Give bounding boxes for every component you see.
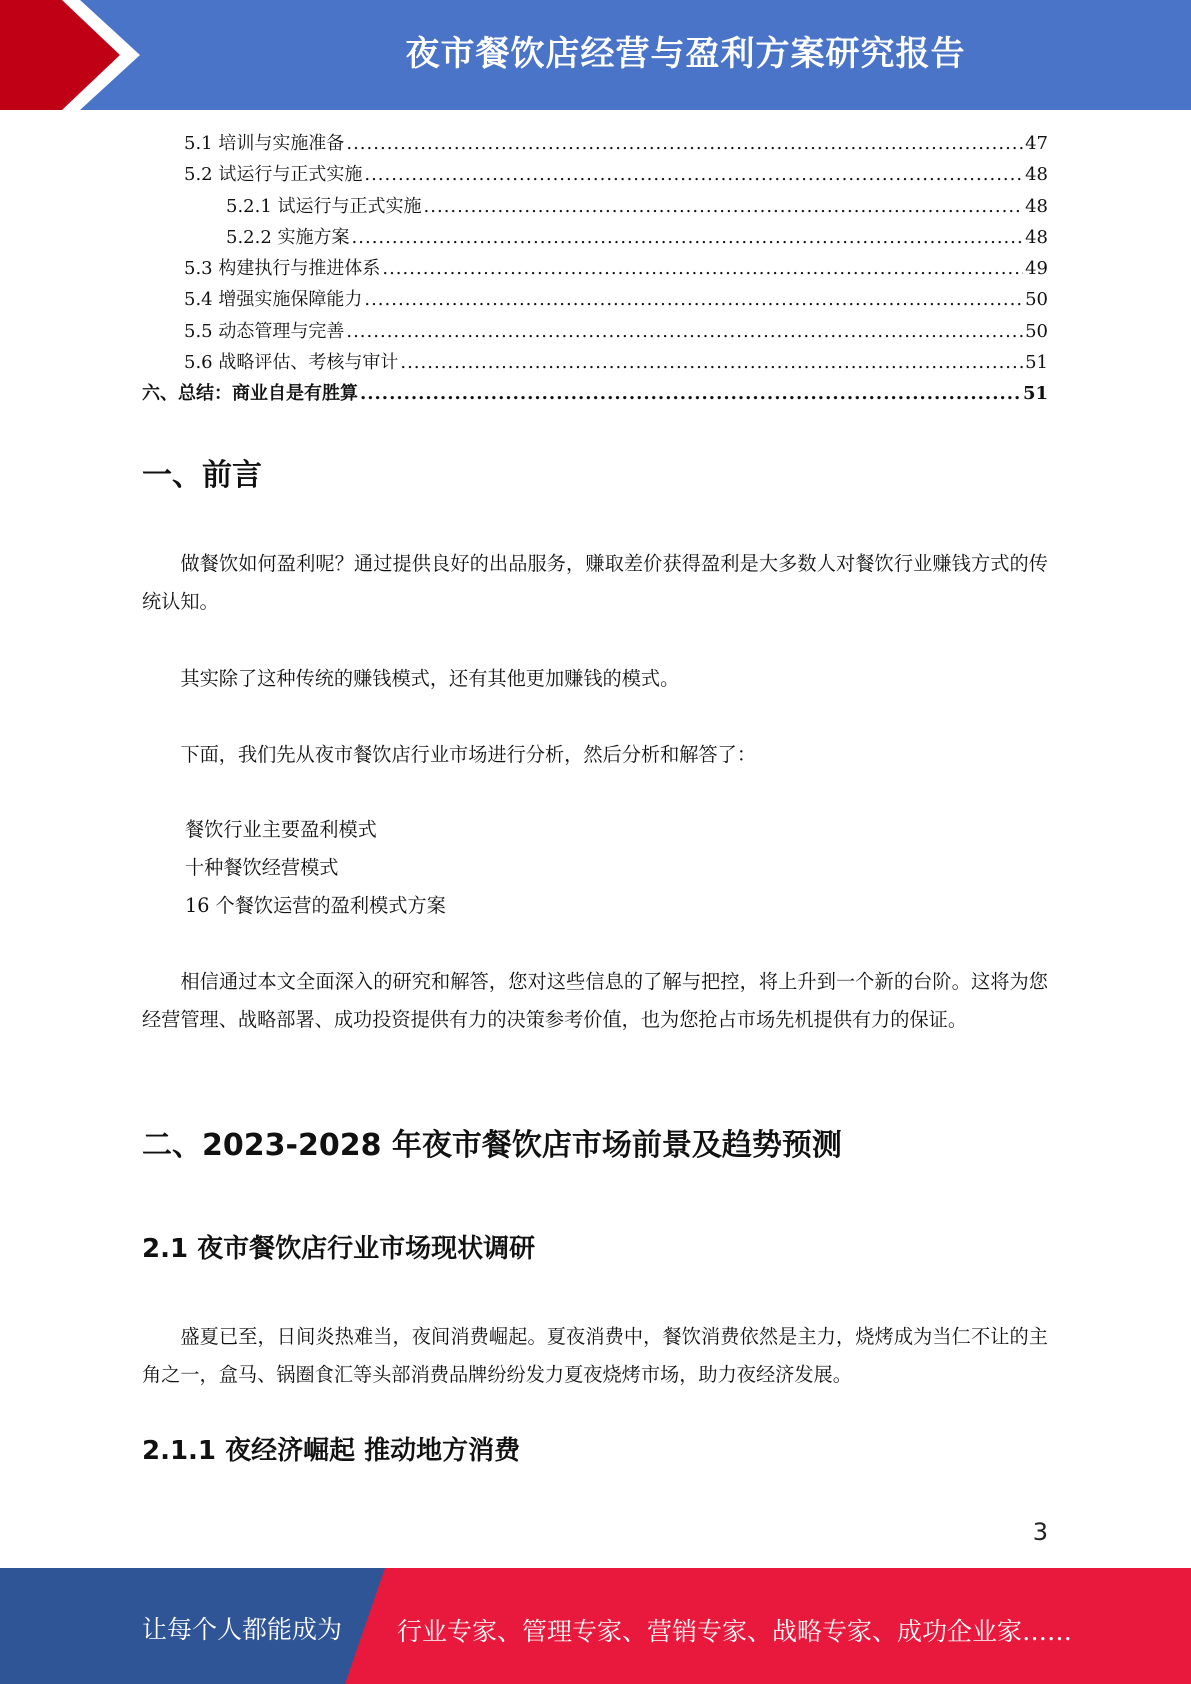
subsection-heading: 2.1.1 夜经济崛起 推动地方消费 xyxy=(142,1436,521,1466)
toc-entry[interactable] xyxy=(142,159,1048,190)
toc-entry-page: 49 xyxy=(1025,258,1048,280)
toc-leader-dots xyxy=(364,284,1023,315)
header-banner xyxy=(0,0,1191,110)
toc-entry[interactable] xyxy=(142,191,1048,222)
toc-entry-label: 5.1 培训与实施准备 xyxy=(184,133,345,154)
toc-leader-dots xyxy=(346,316,1023,347)
subsection-heading: 2.1 夜市餐饮店行业市场现状调研 xyxy=(142,1234,536,1264)
red-chevron-icon xyxy=(0,0,160,110)
toc-leader-dots xyxy=(382,253,1023,284)
toc-leader-dots xyxy=(346,128,1023,159)
section-heading: 一、前言 xyxy=(142,458,262,493)
toc-entry[interactable] xyxy=(142,347,1048,378)
toc-entry-label: 5.6 战略评估、考核与审计 xyxy=(184,352,399,374)
toc-entry-label: 5.4 增强实施保障能力 xyxy=(184,289,363,311)
toc-entry-label: 六、总结：商业自是有胜算 xyxy=(142,383,358,405)
toc-entry-page: 47 xyxy=(1025,133,1048,154)
paragraph: 做餐饮如何盈利呢？通过提供良好的出品服务，赚取差价获得盈利是大多数人对餐饮行业赚钱方式的传统认知。 xyxy=(142,552,1048,613)
toc-entry-page: 51 xyxy=(1022,383,1048,405)
toc-entry[interactable] xyxy=(142,378,1048,409)
list-item: 16 个餐饮运营的盈利模式方案 xyxy=(185,894,446,917)
list-item: 餐饮行业主要盈利模式 xyxy=(185,818,377,841)
toc-entry-page: 50 xyxy=(1025,320,1048,342)
toc-leader-dots xyxy=(364,159,1023,190)
paragraph: 盛夏已至，日间炎热难当，夜间消费崛起。夏夜消费中，餐饮消费依然是主力，烧烤成为当仁不让的主角之一，盒马、锅圈食汇等头部消费品牌纷纷发力夏夜烧烤市场，助力夜经济发展。 xyxy=(142,1325,1048,1386)
paragraph: 其实除了这种传统的赚钱模式，还有其他更加赚钱的模式。 xyxy=(180,667,680,690)
toc-entry-page: 48 xyxy=(1025,195,1048,217)
toc-entry-page: 48 xyxy=(1025,164,1048,186)
toc-entry[interactable] xyxy=(142,253,1048,284)
toc-leader-dots xyxy=(352,222,1024,253)
footer-banner xyxy=(0,1568,1191,1684)
table-of-contents xyxy=(142,128,1048,410)
footer-slogan-right: 行业专家、管理专家、营销专家、战略专家、成功企业家…… xyxy=(397,1617,1073,1646)
page-number: 3 xyxy=(1032,1518,1048,1546)
toc-entry-label: 5.2.2 实施方案 xyxy=(226,226,350,248)
paragraph: 下面，我们先从夜市餐饮店行业市场进行分析，然后分析和解答了： xyxy=(180,743,757,766)
toc-entry[interactable] xyxy=(142,316,1048,347)
list-item: 十种餐饮经营模式 xyxy=(185,856,339,879)
toc-entry[interactable] xyxy=(142,222,1048,253)
toc-entry-page: 51 xyxy=(1025,352,1048,374)
document-title: 夜市餐饮店经营与盈利方案研究报告 xyxy=(405,34,966,74)
footer-slogan-left: 让每个人都能成为 xyxy=(142,1615,343,1644)
toc-leader-dots xyxy=(360,378,1021,409)
toc-entry-label: 5.2 试运行与正式实施 xyxy=(184,164,363,186)
toc-leader-dots xyxy=(400,347,1023,378)
toc-entry-page: 48 xyxy=(1025,226,1048,248)
toc-entry[interactable] xyxy=(142,284,1048,315)
section-heading: 二、2023-2028 年夜市餐饮店市场前景及趋势预测 xyxy=(142,1128,842,1163)
toc-entry-label: 5.3 构建执行与推进体系 xyxy=(184,258,381,280)
toc-entry-page: 50 xyxy=(1025,289,1048,311)
toc-entry[interactable] xyxy=(142,128,1048,159)
toc-entry-label: 5.2.1 试运行与正式实施 xyxy=(226,195,422,217)
paragraph: 相信通过本文全面深入的研究和解答，您对这些信息的了解与把控，将上升到一个新的台阶。这将为您经营管理、战略部署、成功投资提供有力的决策参考价值，也为您抢占市场先机提供有力的保证。 xyxy=(142,970,1048,1031)
toc-leader-dots xyxy=(424,191,1024,222)
toc-entry-label: 5.5 动态管理与完善 xyxy=(184,320,345,342)
